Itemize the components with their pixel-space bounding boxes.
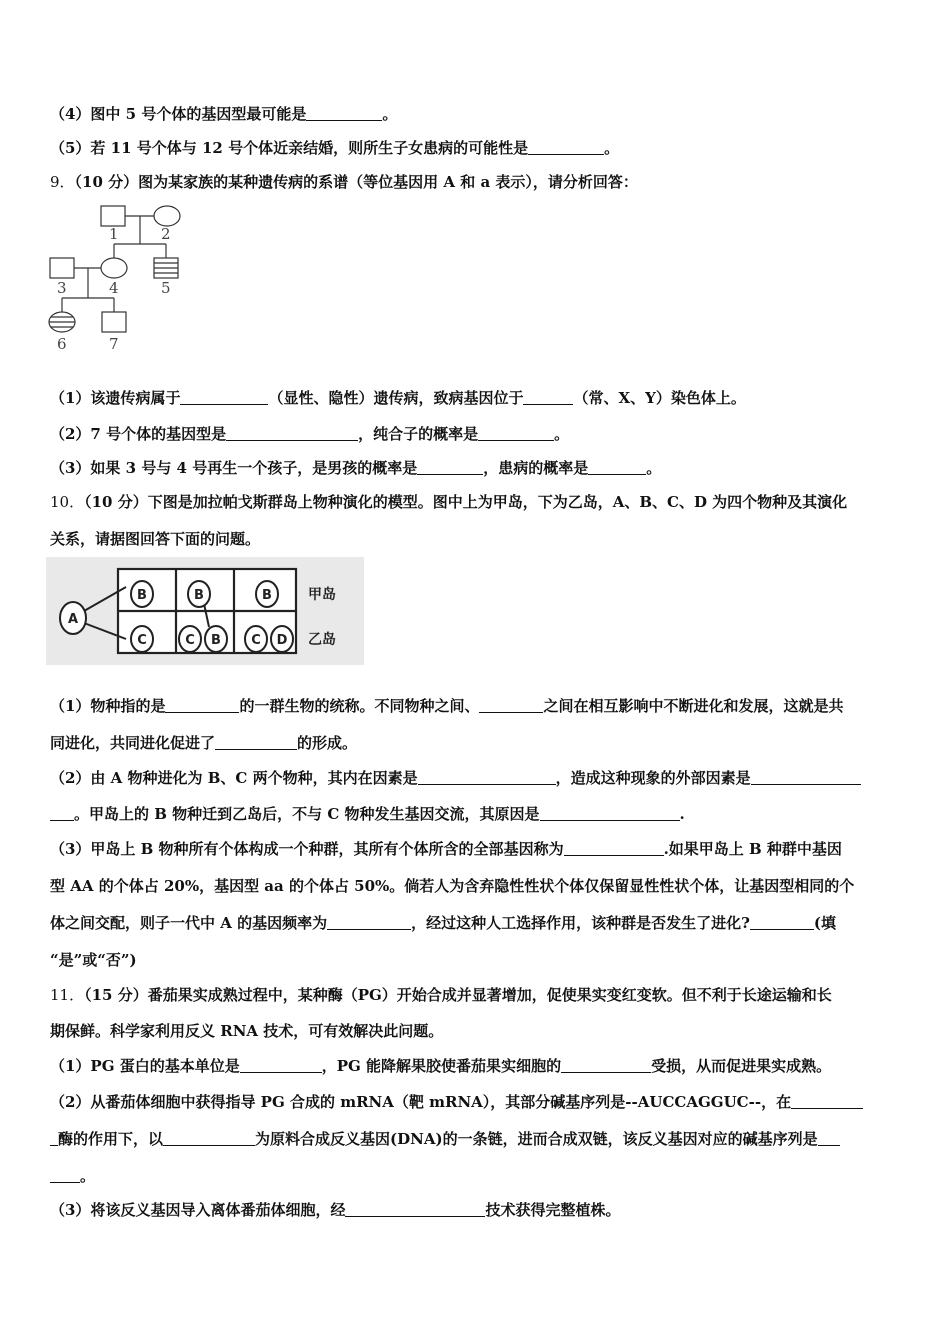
pedigree-male-7 bbox=[102, 312, 126, 332]
answer-blank[interactable] bbox=[50, 1130, 58, 1146]
q11-2-text-a: （2）从番茄体细胞中获得指导 PG 合成的 mRNA（靶 mRNA），其部分碱基序列是--AUCCAGGUC--，在 bbox=[50, 1093, 792, 1111]
q11-text-1: （15 分）番茄果实成熟过程中，某种酶（PG）开始合成并显著增加，促使果实变红变软。但不利于长途运输和长 bbox=[84, 986, 832, 1004]
answer-blank[interactable] bbox=[418, 769, 556, 785]
q8-5-text: （5）若 11 号个体与 12 号个体近亲结婚，则所生子女患病的可能性是 bbox=[50, 139, 529, 157]
q10-header-cont bbox=[50, 529, 260, 549]
q11-2-text-f: 。 bbox=[80, 1167, 96, 1185]
answer-blank[interactable] bbox=[417, 459, 483, 475]
species-label: B bbox=[137, 588, 147, 603]
answer-blank[interactable] bbox=[523, 389, 573, 405]
q9-number: 9． bbox=[50, 173, 75, 191]
pedigree-female-2 bbox=[154, 206, 180, 226]
q10-3-text-a: （3）甲岛上 B 物种所有个体构成一个种群，其所有个体所含的全部基因称为 bbox=[50, 840, 564, 858]
q10-3-line-2 bbox=[50, 876, 854, 896]
answer-blank[interactable] bbox=[478, 425, 554, 441]
q11-3-text-b: 技术获得完整植株。 bbox=[485, 1201, 621, 1219]
q9-1-text-a: （1）该遗传病属于 bbox=[50, 389, 181, 407]
island-evolution-figure bbox=[46, 557, 364, 665]
species-label: C bbox=[185, 633, 195, 648]
species-label: C bbox=[137, 633, 147, 648]
answer-blank[interactable] bbox=[215, 734, 297, 750]
q8-4-end: 。 bbox=[382, 105, 398, 123]
q10-1-line-cont bbox=[50, 733, 357, 753]
q11-2-line-2 bbox=[50, 1129, 840, 1149]
q9-1-text-b: （显性、隐性）遗传病，致病基因位于 bbox=[268, 389, 524, 407]
species-label: B bbox=[262, 588, 272, 603]
pedigree-chart bbox=[40, 196, 200, 356]
answer-blank[interactable] bbox=[818, 1130, 840, 1146]
q10-2-text-c: 。甲岛上的 B 物种迁到乙岛后，不与 C 物种发生基因交流，其原因是 bbox=[74, 805, 540, 823]
answer-blank[interactable] bbox=[479, 697, 543, 713]
q10-3-text-c: 型 AA 的个体占 20%，基因型 aa 的个体占 50%。倘若人为含弃隐性性状个体仅保留显性性状个体，让基因型相同的个 bbox=[50, 877, 855, 895]
species-label: D bbox=[276, 633, 288, 648]
q10-3-text-e: ，经过这种人工选择作用，该种群是否发生了进化? bbox=[411, 914, 750, 932]
island-bottom-label: 乙岛 bbox=[308, 632, 336, 648]
answer-blank[interactable] bbox=[50, 1167, 80, 1183]
q10-text-2: 关系，请据图回答下面的问题。 bbox=[50, 530, 261, 548]
q8-5-end: 。 bbox=[604, 139, 620, 157]
q8-5-line bbox=[50, 138, 619, 158]
q11-2-text-c: 酶的作用下，以 bbox=[58, 1130, 164, 1148]
q10-2-text-a: （2）由 A 物种进化为 B、C 两个物种，其内在因素是 bbox=[50, 769, 418, 787]
q11-1-line bbox=[50, 1056, 831, 1076]
q10-1-text-a: （1）物种指的是 bbox=[50, 697, 166, 715]
answer-blank[interactable] bbox=[540, 805, 680, 821]
answer-blank[interactable] bbox=[240, 1057, 322, 1073]
q10-3-text-g: “是”或“否”) bbox=[50, 951, 137, 969]
q10-2-line bbox=[50, 768, 861, 788]
q10-1-text-e: 的形成。 bbox=[297, 734, 358, 752]
q10-3-text-d: 体之间交配，则子一代中 A 的基因频率为 bbox=[50, 914, 328, 932]
island-top-label: 甲岛 bbox=[308, 587, 336, 603]
answer-blank[interactable] bbox=[306, 105, 382, 121]
q11-text-2: 期保鲜。科学家利用反义 RNA 技术，可有效解决此问题。 bbox=[50, 1022, 444, 1040]
q10-3-line-4 bbox=[50, 950, 137, 970]
answer-blank[interactable] bbox=[226, 425, 358, 441]
pedigree-label-6: 6 bbox=[57, 335, 67, 353]
pedigree-female-4 bbox=[101, 258, 127, 278]
q11-2-text-d: 为原料合成反义基因(DNA)的一条链，进而合成双链，该反义基因对应的碱基序列是 bbox=[255, 1130, 818, 1148]
q10-header bbox=[50, 492, 847, 512]
pedigree-label-5: 5 bbox=[161, 279, 171, 297]
pedigree-male-3 bbox=[50, 258, 74, 278]
q11-1-text-a: （1）PG 蛋白的基本单位是 bbox=[50, 1057, 240, 1075]
q9-header bbox=[50, 172, 638, 192]
answer-blank[interactable] bbox=[791, 1093, 863, 1109]
answer-blank[interactable] bbox=[180, 389, 268, 405]
q9-3-line bbox=[50, 458, 661, 478]
pedigree-male-1 bbox=[101, 206, 125, 226]
q9-2-text-c: 。 bbox=[554, 425, 570, 443]
q11-1-text-c: 受损，从而促进果实成熟。 bbox=[651, 1057, 832, 1075]
q10-text-1: （10 分）下图是加拉帕戈斯群岛上物种演化的模型。图中上为甲岛，下为乙岛，A、B、C、D 为四个物种及其演化 bbox=[84, 493, 848, 511]
q11-2-line bbox=[50, 1092, 863, 1112]
q10-1-line bbox=[50, 696, 843, 716]
pedigree-label-2: 2 bbox=[161, 225, 171, 243]
q9-3-text-c: 。 bbox=[646, 459, 662, 477]
q10-3-text-f: (填 bbox=[813, 914, 836, 932]
q10-2-text-b: ，造成这种现象的外部因素是 bbox=[555, 769, 751, 787]
answer-blank[interactable] bbox=[327, 914, 411, 930]
pedigree-label-1: 1 bbox=[109, 225, 119, 243]
q9-text: （10 分）图为某家族的某种遗传病的系谱（等位基因用 A 和 a 表示），请分析回答： bbox=[74, 173, 638, 191]
species-label: B bbox=[211, 633, 221, 648]
q10-3-text-b: .如果甲岛上 B 种群中基因 bbox=[663, 840, 842, 858]
q9-2-text-b: ，纯合子的概率是 bbox=[358, 425, 479, 443]
q10-number: 10． bbox=[50, 493, 85, 511]
answer-blank[interactable] bbox=[588, 459, 646, 475]
answer-blank[interactable] bbox=[564, 840, 664, 856]
q11-3-line bbox=[50, 1200, 620, 1220]
q11-3-text-a: （3）将该反义基因导入离体番茄体细胞，经 bbox=[50, 1201, 346, 1219]
q10-3-line-3 bbox=[50, 913, 836, 933]
pedigree-label-3: 3 bbox=[57, 279, 67, 297]
q9-1-line bbox=[50, 388, 746, 408]
q10-1-text-b: 的一群生物的统称。不同物种之间、 bbox=[239, 697, 480, 715]
answer-blank[interactable] bbox=[165, 697, 239, 713]
pedigree-label-4: 4 bbox=[109, 279, 119, 297]
q10-1-text-c: 之间在相互影响中不断进化和发展，这就是共 bbox=[543, 697, 844, 715]
q8-4-line bbox=[50, 104, 397, 124]
q9-1-text-c: （常、X、Y）染色体上。 bbox=[573, 389, 746, 407]
answer-blank[interactable] bbox=[751, 769, 861, 785]
q10-1-text-d: 同进化，共同进化促进了 bbox=[50, 734, 216, 752]
q8-4-text: （4）图中 5 号个体的基因型最可能是 bbox=[50, 105, 307, 123]
q9-3-text-b: ，患病的概率是 bbox=[483, 459, 589, 477]
q11-1-text-b: ，PG 能降解果胶使番茄果实细胞的 bbox=[321, 1057, 562, 1075]
q11-number: 11． bbox=[50, 986, 85, 1004]
q10-2-line-cont bbox=[50, 804, 685, 824]
q11-2-line-3 bbox=[50, 1166, 95, 1186]
answer-blank[interactable] bbox=[345, 1201, 485, 1217]
species-label: B bbox=[194, 588, 204, 603]
answer-blank[interactable] bbox=[528, 139, 604, 155]
pedigree-label-7: 7 bbox=[109, 335, 119, 353]
q11-header-cont bbox=[50, 1021, 443, 1041]
species-label: A bbox=[67, 612, 79, 627]
answer-blank[interactable] bbox=[750, 914, 814, 930]
answer-blank[interactable] bbox=[561, 1057, 651, 1073]
q9-2-text-a: （2）7 号个体的基因型是 bbox=[50, 425, 227, 443]
q9-3-text-a: （3）如果 3 号与 4 号再生一个孩子，是男孩的概率是 bbox=[50, 459, 418, 477]
answer-blank[interactable] bbox=[163, 1130, 255, 1146]
q11-header bbox=[50, 985, 832, 1005]
answer-blank[interactable] bbox=[50, 805, 74, 821]
q10-2-text-d: . bbox=[679, 805, 685, 823]
q10-3-line bbox=[50, 839, 842, 859]
q9-2-line bbox=[50, 424, 569, 444]
species-label: C bbox=[251, 633, 261, 648]
